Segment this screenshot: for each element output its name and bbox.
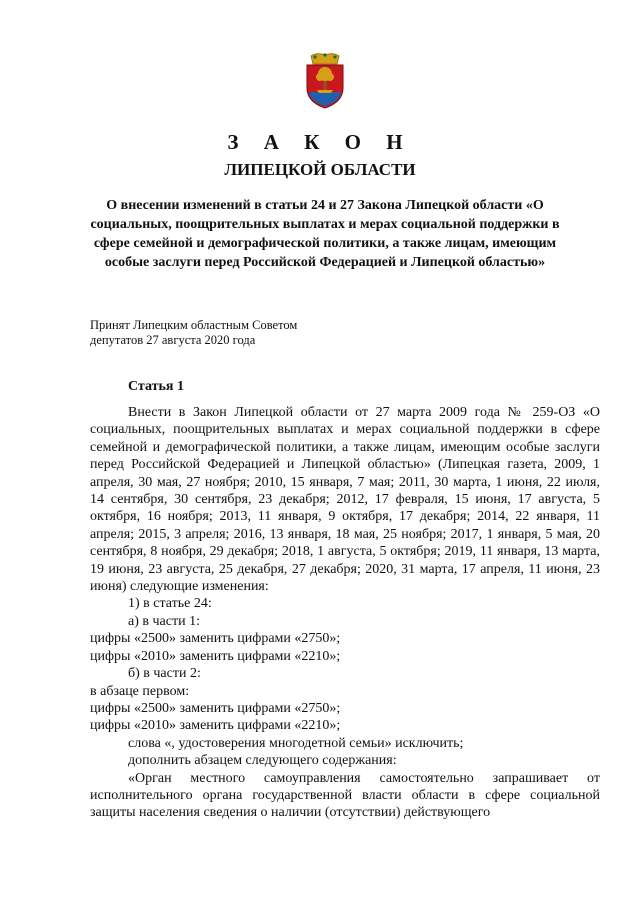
list-item: цифры «2010» заменить цифрами «2210»; — [90, 718, 341, 734]
coat-of-arms-icon — [303, 52, 347, 110]
list-item: цифры «2500» заменить цифрами «2750»; — [90, 631, 341, 647]
article-intro-paragraph: Внести в Закон Липецкой области от 27 марта 2009 года № 259-ОЗ «О социальных, поощрительных выплатах и мерах социальной поддержки в сфере семейной и демографической политики, а также лицам, имеющим особые заслуги перед Российской Федерацией и Липецкой областью» (Липецкая газета, 2009, 1 апреля, 30 мая, 27 ноября; 2010, 15 января, 7 мая; 2011, 30 марта, 1 июня, 22 июля, 14 сентября, 30 сентября, 23 декабря; 2012, 17 февраля, 15 июня, 17 августа, 5 октября, 16 ноября; 2013, 11 января, 9 октября, 17 декабря; 2014, 22 января, 11 апреля; 2015, 3 апреля; 2016, 13 января, 18 мая, 25 ноября; 2017, 1 января, 5 мая, 20 сентября, 8 ноября, 29 декабря; 2018, 1 августа, 5 октября; 2019, 11 января, 13 марта, 19 июня, 23 августа, 25 декабря, 27 декабря; 2020, 31 марта, 17 апреля, 11 июня, 23 июня) следующие изменения: — [90, 405, 600, 595]
list-item: слова «, удостоверения многодетной семьи» исключить; — [128, 735, 464, 751]
article-body — [90, 404, 600, 822]
region-name: ЛИПЕЦКОЙ ОБЛАСТИ — [224, 160, 416, 179]
list-item: дополнить абзацем следующего содержания: — [128, 753, 397, 769]
law-title: З А К О Н — [227, 130, 413, 154]
list-item: цифры «2010» заменить цифрами «2210»; — [90, 648, 341, 664]
list-item: а) в части 1: — [128, 613, 200, 629]
law-subject: О внесении изменений в статьи 24 и 27 Закона Липецкой области «О социальных, поощрительных выплатах и мерах социальной поддержки в сфере семейной и демографической политики, а также лицам, имеющим особые заслуги перед Российской Федерацией и Липецкой областью» — [90, 198, 560, 270]
list-item: цифры «2500» заменить цифрами «2750»; — [90, 700, 341, 716]
quoted-paragraph: «Орган местного самоуправления самостоятельно запрашивает от исполнительного органа государственной власти области в сфере социальной защиты населения сведения о наличии (отсутствии) действующего — [90, 770, 600, 821]
list-item: в абзаце первом: — [90, 683, 190, 699]
adoption-line: Принят Липецким областным Советом — [90, 318, 298, 332]
list-item: б) в части 2: — [128, 666, 201, 682]
adoption-date-line: депутатов 27 августа 2020 года — [90, 333, 256, 347]
article-heading: Статья 1 — [128, 379, 184, 394]
list-item: 1) в статье 24: — [128, 596, 212, 612]
adoption-note — [90, 318, 390, 348]
